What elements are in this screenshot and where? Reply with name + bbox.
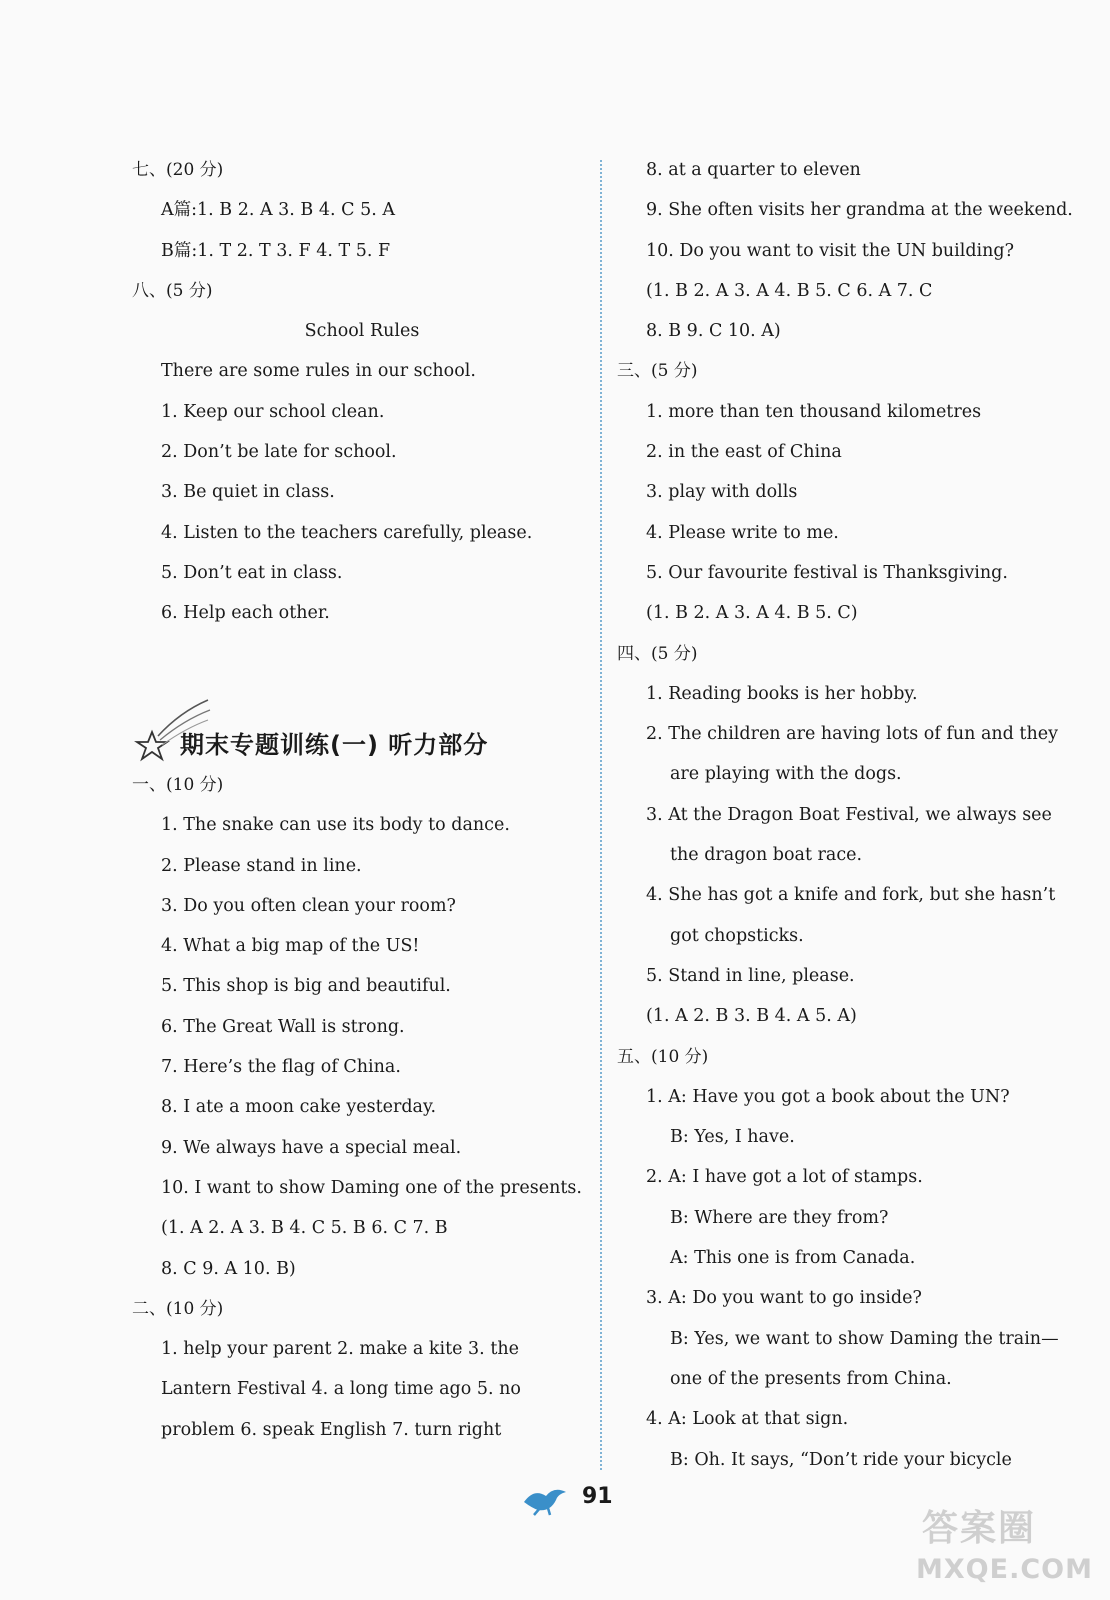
answer-line: 4. Listen to the teachers carefully, please. [161, 522, 533, 543]
answer-line: 4. What a big map of the US! [161, 936, 420, 957]
answer-line: 5. Our favourite festival is Thanksgiving. [646, 562, 1008, 583]
answer-line: 9. She often visits her grandma at the weekend. [646, 200, 1073, 221]
answer-line: 7. Here’s the flag of China. [161, 1057, 401, 1078]
left-column-top [132, 150, 592, 634]
section-label: 七、(20 分) [132, 160, 224, 180]
bird-logo-icon [520, 1482, 580, 1516]
answer-line: 4. A: Look at that sign. [646, 1409, 849, 1430]
answer-line: 3. play with dolls [646, 482, 798, 503]
answer-line: 3. Be quiet in class. [161, 482, 335, 503]
answer-line: 3. A: Do you want to go inside? [646, 1288, 922, 1309]
answer-line: 5. Stand in line, please. [646, 965, 855, 986]
answer-line: 2. A: I have got a lot of stamps. [646, 1167, 923, 1188]
answer-line: 2. Please stand in line. [161, 855, 362, 876]
answer-line: 1. help your parent 2. make a kite 3. the [161, 1339, 519, 1360]
answer-line: A篇:1. B 2. A 3. B 4. C 5. A [161, 200, 395, 221]
section-label: 五、(10 分) [617, 1046, 709, 1067]
answer-line: 1. Reading books is her hobby. [646, 683, 918, 704]
answer-line: one of the presents from China. [670, 1368, 952, 1389]
answer-line: 4. Please write to me. [646, 522, 839, 543]
answer-line: 10. Do you want to visit the UN building? [646, 240, 1015, 261]
answer-line: are playing with the dogs. [670, 764, 902, 785]
answer-line: 6. The Great Wall is strong. [161, 1016, 405, 1037]
answer-line: School Rules [304, 321, 420, 342]
answer-line: the dragon boat race. [670, 845, 863, 866]
answer-line: 6. Help each other. [161, 603, 330, 624]
answer-line: 5. Don’t eat in class. [161, 562, 343, 583]
left-column-bottom [132, 765, 592, 1450]
heading-title: 期末专题训练(一) 听力部分 [180, 731, 489, 759]
answer-line: 8. I ate a moon cake yesterday. [161, 1097, 437, 1118]
answer-line: B篇:1. T 2. T 3. F 4. T 5. F [161, 240, 391, 261]
section-label: 八、(5 分) [132, 280, 213, 301]
answer-line: 2. Don’t be late for school. [161, 442, 397, 463]
answer-line: got chopsticks. [670, 925, 804, 946]
watermark-url: MXQE.COM [916, 1554, 1093, 1585]
answer-line: 1. more than ten thousand kilometres [646, 401, 982, 422]
answer-line: B: Where are they from? [670, 1207, 889, 1228]
answer-line: (1. A 2. B 3. B 4. A 5. A) [646, 1006, 857, 1027]
section-label: 四、(5 分) [617, 643, 698, 664]
answer-line: 3. Do you often clean your room? [161, 895, 456, 916]
answer-line: Lantern Festival 4. a long time ago 5. no [161, 1379, 521, 1400]
answer-line: (1. A 2. A 3. B 4. C 5. B 6. C 7. B [161, 1218, 448, 1239]
answer-line: problem 6. speak English 7. turn right [161, 1419, 502, 1440]
watermark [916, 1500, 1106, 1596]
section-label: 三、(5 分) [617, 361, 698, 382]
watermark-title: 答案圈 [922, 1508, 1037, 1549]
answer-line: 4. She has got a knife and fork, but she hasn’t [646, 885, 1056, 906]
answer-line: 1. Keep our school clean. [161, 401, 385, 422]
answer-line: 8. B 9. C 10. A) [646, 321, 781, 342]
section-label: 一、(10 分) [132, 775, 224, 795]
answer-line: There are some rules in our school. [161, 361, 476, 382]
answer-line: B: Yes, I have. [670, 1127, 795, 1148]
page-number: 91 [582, 1484, 613, 1509]
answer-line: B: Yes, we want to show Daming the train— [670, 1328, 1059, 1349]
answer-line: B: Oh. It says, “Don’t ride your bicycle [670, 1449, 1012, 1470]
answer-line: 9. We always have a special meal. [161, 1137, 462, 1158]
answer-line: 2. The children are having lots of fun and they [646, 724, 1058, 745]
answer-line: 10. I want to show Daming one of the presents. [161, 1177, 582, 1198]
section-label: 二、(10 分) [132, 1298, 224, 1319]
right-column [617, 150, 1077, 1480]
column-divider [600, 160, 602, 1470]
answer-line: A: This one is from Canada. [670, 1248, 916, 1269]
answer-line: 1. A: Have you got a book about the UN? [646, 1086, 1010, 1107]
answer-line: 5. This shop is big and beautiful. [161, 976, 451, 997]
answer-line: (1. B 2. A 3. A 4. B 5. C) [646, 603, 858, 624]
answer-line: (1. B 2. A 3. A 4. B 5. C 6. A 7. C [646, 280, 933, 301]
answer-line: 3. At the Dragon Boat Festival, we always see [646, 804, 1052, 825]
section-heading [132, 692, 592, 772]
answer-line: 8. at a quarter to eleven [646, 160, 861, 180]
answer-line: 1. The snake can use its body to dance. [161, 815, 510, 836]
answer-line: 8. C 9. A 10. B) [161, 1258, 296, 1279]
answer-line: 2. in the east of China [646, 442, 842, 463]
